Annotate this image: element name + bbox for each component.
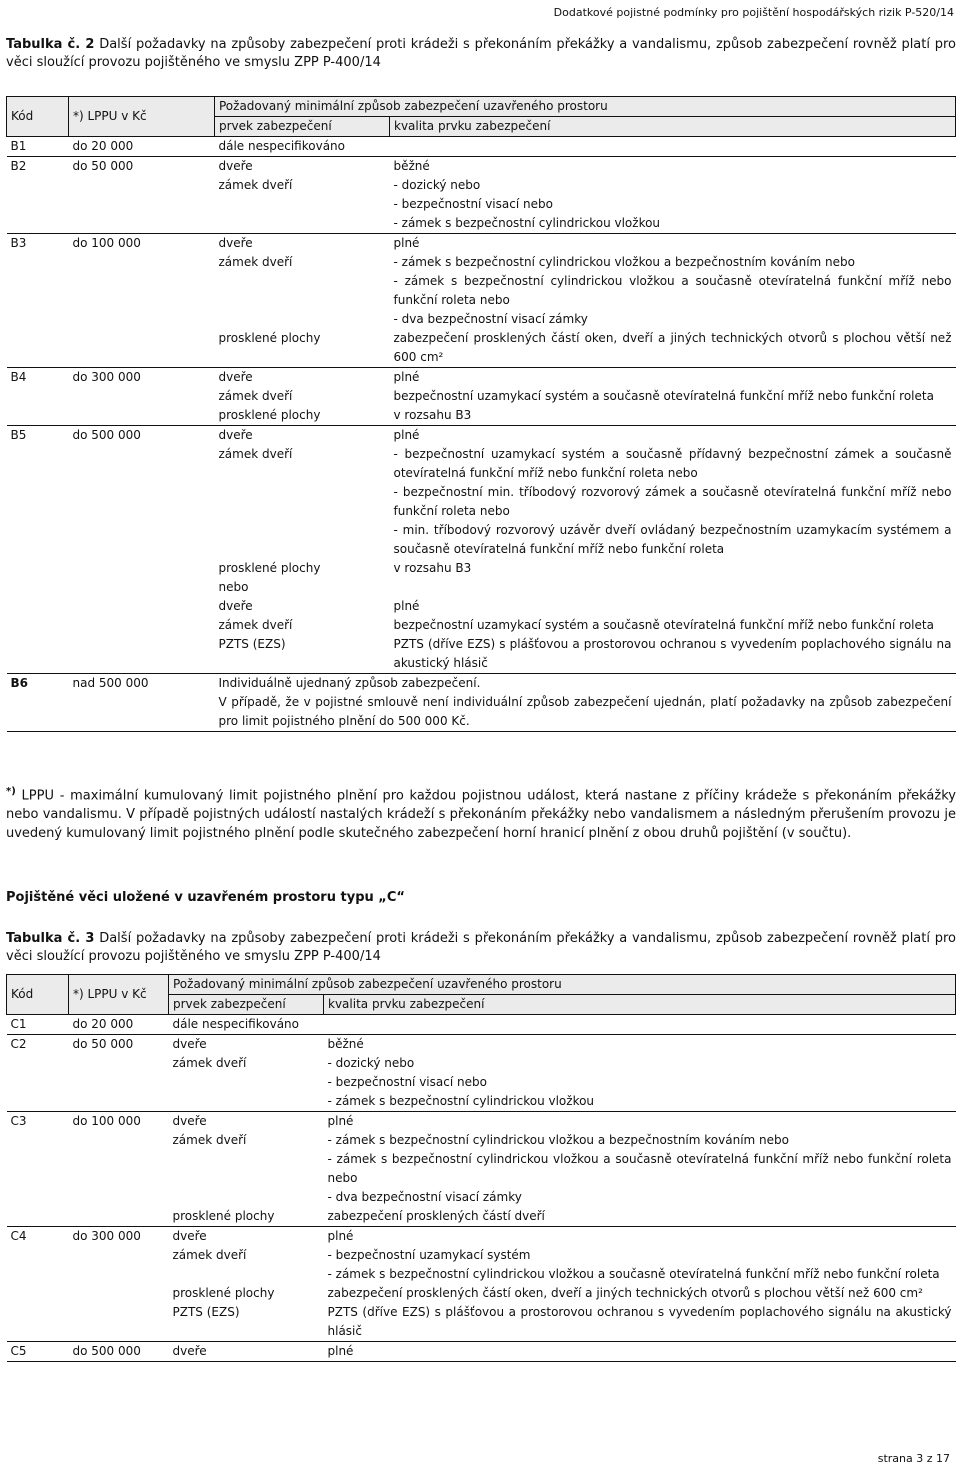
row-kod: C1 bbox=[7, 1015, 69, 1035]
table-row bbox=[7, 387, 956, 406]
row-lppu bbox=[69, 329, 215, 368]
table-row bbox=[7, 674, 956, 732]
row-kvalita: zabezpečení prosklených částí dveří bbox=[327, 1209, 545, 1223]
row-kod: B5 bbox=[7, 426, 69, 446]
row-prvek: prosklené plochy bbox=[218, 561, 321, 575]
row-kvalita: - zámek s bezpečnostní cylindrickou vložkou a bezpečnostním kováním nebo - zámek s bezpečnostní cylindrickou vložkou a současně otevíratelná funkční mříž nebo funkční roleta nebo - dva bezpečnostní visací zámky bbox=[327, 1133, 952, 1204]
row-kod bbox=[7, 387, 69, 406]
row-lppu bbox=[69, 1303, 169, 1342]
table-row bbox=[7, 1342, 956, 1362]
header-lppu: *) LPPU v Kč bbox=[69, 97, 215, 137]
table-row bbox=[7, 1303, 956, 1342]
row-kvalita: plné bbox=[324, 1227, 956, 1247]
row-prvek: dveře bbox=[215, 368, 390, 388]
row-kod: C5 bbox=[7, 1342, 69, 1362]
table-row bbox=[7, 176, 956, 234]
table-row bbox=[7, 559, 956, 578]
row-lppu bbox=[69, 1054, 169, 1112]
header-kod: Kód bbox=[7, 975, 69, 1015]
row-kvalita: - bezpečnostní uzamykací systém a současně přídavný bezpečnostní zámek a současně otevíratelná funkční mříž nebo funkční roleta nebo - bezpečnostní min. tříbodový rozvorový zámek a současně otevíratelná funkční mříž nebo funkční roleta nebo - min. tříbodový rozvorový uzávěr dveří ovládaný bezpečnostním uzamykacím systémem a současně otevíratelná funkční mříž nebo funkční roleta bbox=[393, 447, 952, 556]
row-kvalita bbox=[390, 137, 956, 157]
footnote-mark: *) bbox=[6, 786, 16, 797]
row-prvek: zámek dveří bbox=[218, 618, 293, 632]
row-prvek: dveře bbox=[215, 234, 390, 254]
table-row bbox=[7, 234, 956, 254]
table2-caption-text: Další požadavky na způsoby zabezpečení proti krádeži s překonáním překážky a vandalismu, způsob zabezpečení rovněž platí pro věci sloužící provozu pojištěného ve smyslu ZPP P-400/14 bbox=[6, 37, 957, 70]
row-prvek: dveře bbox=[215, 157, 390, 177]
footnote-text: LPPU - maximální kumulovaný limit pojistného plnění pro každou pojistnou událost, která nastane z příčiny krádeže s překonáním překážky nebo vandalismu. V případě pojistných událostí nastalých krádeží s překonáním překážky nebo vandalismem a následným přerušením provozu je uvedený kumulovaný limit pojistného plnění podle skutečného zabezpečení horní hranicí plnění z obou druhů pojištění (v součtu). bbox=[6, 788, 956, 842]
row-kod bbox=[7, 616, 69, 635]
row-kod bbox=[7, 176, 69, 234]
table-row bbox=[7, 1054, 956, 1112]
row-kod bbox=[7, 578, 69, 597]
row-kod bbox=[7, 445, 69, 559]
table2-caption bbox=[6, 36, 956, 72]
row-kod: B6 bbox=[7, 674, 69, 732]
row-lppu: do 50 000 bbox=[69, 157, 215, 177]
row-kvalita: plné bbox=[324, 1342, 956, 1362]
table3-caption bbox=[6, 930, 956, 966]
row-lppu: do 300 000 bbox=[69, 368, 215, 388]
row-lppu: do 50 000 bbox=[69, 1035, 169, 1055]
header-kvalita: kvalita prvku zabezpečení bbox=[324, 995, 956, 1015]
row-kod bbox=[7, 1303, 69, 1342]
row-kvalita: v rozsahu B3 bbox=[393, 408, 472, 422]
row-kod: C2 bbox=[7, 1035, 69, 1055]
row-kvalita bbox=[324, 1015, 956, 1035]
row-kvalita: - dozický nebo - bezpečnostní visací nebo - zámek s bezpečnostní cylindrickou vložkou bbox=[327, 1056, 595, 1108]
row-prvek: zámek dveří bbox=[172, 1133, 247, 1147]
row-prvek: zámek dveří bbox=[218, 255, 293, 269]
table-row bbox=[7, 578, 956, 597]
row-lppu bbox=[69, 1246, 169, 1284]
row-prvek: zámek dveří bbox=[172, 1056, 247, 1070]
row-prvek: Individuálně ujednaný způsob zabezpečení. V případě, že v pojistné smlouvě není individuální způsob zabezpečení ujednán, platí požadavky na způsob zabezpečení pro limit pojistného plnění do 500 000 Kč. bbox=[215, 674, 956, 732]
header-group: Požadovaný minimální způsob zabezpečení uzavřeného prostoru bbox=[169, 975, 956, 995]
row-prvek: dveře bbox=[169, 1035, 324, 1055]
row-lppu: nad 500 000 bbox=[69, 674, 215, 732]
row-lppu bbox=[69, 406, 215, 426]
row-kod: C3 bbox=[7, 1112, 69, 1132]
row-lppu bbox=[69, 597, 215, 616]
row-prvek: dveře bbox=[218, 599, 253, 613]
table-3 bbox=[6, 974, 956, 1362]
row-kvalita: běžné bbox=[324, 1035, 956, 1055]
row-kod bbox=[7, 1131, 69, 1207]
row-prvek: prosklené plochy bbox=[218, 331, 321, 345]
row-kvalita: v rozsahu B3 bbox=[393, 561, 472, 575]
document-header: Dodatkové pojistné podmínky pro pojištění hospodářských rizik P-520/14 bbox=[553, 6, 954, 19]
row-kvalita: bezpečnostní uzamykací systém a současně otevíratelná funkční mříž nebo funkční roleta bbox=[393, 389, 934, 403]
row-kod: B2 bbox=[7, 157, 69, 177]
table-row bbox=[7, 1035, 956, 1055]
table-row bbox=[7, 1015, 956, 1035]
table-row bbox=[7, 635, 956, 674]
row-lppu bbox=[69, 616, 215, 635]
header-kvalita: kvalita prvku zabezpečení bbox=[390, 117, 956, 137]
row-prvek: dveře bbox=[215, 426, 390, 446]
row-kod bbox=[7, 1284, 69, 1303]
header-prvek: prvek zabezpečení bbox=[215, 117, 390, 137]
table3-caption-prefix: Tabulka č. 3 bbox=[6, 931, 95, 946]
row-lppu bbox=[69, 387, 215, 406]
row-prvek: nebo bbox=[218, 580, 249, 594]
row-kvalita: běžné bbox=[390, 157, 956, 177]
row-prvek: zámek dveří bbox=[218, 447, 293, 461]
row-kvalita: plné bbox=[324, 1112, 956, 1132]
header-prvek: prvek zabezpečení bbox=[169, 995, 324, 1015]
table-row bbox=[7, 426, 956, 446]
row-kod: C4 bbox=[7, 1227, 69, 1247]
table-row bbox=[7, 406, 956, 426]
header-lppu: *) LPPU v Kč bbox=[69, 975, 169, 1015]
row-lppu bbox=[69, 1284, 169, 1303]
row-prvek: zámek dveří bbox=[172, 1248, 247, 1262]
row-prvek: prosklené plochy bbox=[172, 1209, 275, 1223]
row-lppu bbox=[69, 578, 215, 597]
row-prvek: dále nespecifikováno bbox=[169, 1015, 324, 1035]
row-kvalita: zabezpečení prosklených částí oken, dveří a jiných technických otvorů s plochou větší než 600 cm² bbox=[327, 1286, 923, 1300]
table-row bbox=[7, 157, 956, 177]
row-kvalita: - zámek s bezpečnostní cylindrickou vložkou a bezpečnostním kováním nebo - zámek s bezpečnostní cylindrickou vložkou a současně otevíratelná funkční mříž nebo funkční roleta nebo - dva bezpečnostní visací zámky bbox=[393, 255, 952, 326]
row-lppu: do 20 000 bbox=[69, 137, 215, 157]
row-kod bbox=[7, 406, 69, 426]
row-kod bbox=[7, 1246, 69, 1284]
row-kvalita: plné bbox=[390, 368, 956, 388]
row-kvalita: PZTS (dříve EZS) s plášťovou a prostorovou ochranou s vyvedením poplachového signálu na akustický hlásič bbox=[327, 1305, 952, 1338]
row-lppu bbox=[69, 445, 215, 559]
row-kvalita: plné bbox=[393, 599, 420, 613]
row-kod bbox=[7, 559, 69, 578]
row-kod: B3 bbox=[7, 234, 69, 254]
row-lppu bbox=[69, 635, 215, 674]
row-kod bbox=[7, 329, 69, 368]
page-number: strana 3 z 17 bbox=[877, 1452, 950, 1465]
row-prvek: dveře bbox=[169, 1227, 324, 1247]
row-kod bbox=[7, 253, 69, 329]
row-prvek: dveře bbox=[169, 1112, 324, 1132]
row-prvek: zámek dveří bbox=[218, 389, 293, 403]
section-title-c: Pojištěné věci uložené v uzavřeném prostoru typu „C“ bbox=[6, 890, 405, 905]
row-lppu: do 100 000 bbox=[69, 234, 215, 254]
row-kvalita: PZTS (dříve EZS) s plášťovou a prostorovou ochranou s vyvedením poplachového signálu na akustický hlásič bbox=[393, 637, 952, 670]
header-kod: Kód bbox=[7, 97, 69, 137]
table-row bbox=[7, 616, 956, 635]
row-lppu: do 100 000 bbox=[69, 1112, 169, 1132]
row-kvalita: - dozický nebo - bezpečnostní visací nebo - zámek s bezpečnostní cylindrickou vložkou bbox=[393, 178, 661, 230]
row-kod bbox=[7, 1207, 69, 1227]
row-lppu bbox=[69, 253, 215, 329]
row-kod: B4 bbox=[7, 368, 69, 388]
row-kvalita: plné bbox=[390, 426, 956, 446]
table-row bbox=[7, 329, 956, 368]
row-kvalita: bezpečnostní uzamykací systém a současně otevíratelná funkční mříž nebo funkční roleta bbox=[393, 618, 934, 632]
table-row bbox=[7, 597, 956, 616]
table-row bbox=[7, 1246, 956, 1284]
row-kvalita: zabezpečení prosklených částí oken, dveří a jiných technických otvorů s plochou větší než 600 cm² bbox=[393, 331, 952, 364]
row-kvalita: plné bbox=[390, 234, 956, 254]
table2-caption-prefix: Tabulka č. 2 bbox=[6, 37, 95, 52]
row-lppu: do 500 000 bbox=[69, 1342, 169, 1362]
row-lppu: do 20 000 bbox=[69, 1015, 169, 1035]
row-lppu: do 500 000 bbox=[69, 426, 215, 446]
table-row bbox=[7, 1207, 956, 1227]
row-lppu bbox=[69, 176, 215, 234]
row-prvek: PZTS (EZS) bbox=[172, 1305, 240, 1319]
table-row bbox=[7, 1284, 956, 1303]
table-row bbox=[7, 445, 956, 559]
row-kvalita bbox=[390, 578, 956, 597]
row-prvek: prosklené plochy bbox=[218, 408, 321, 422]
row-lppu bbox=[69, 1207, 169, 1227]
row-prvek: PZTS (EZS) bbox=[218, 637, 286, 651]
table3-caption-text: Další požadavky na způsoby zabezpečení proti krádeži s překonáním překážky a vandalismu, způsob zabezpečení rovněž platí pro věci sloužící provozu pojištěného ve smyslu ZPP P-400/14 bbox=[6, 931, 957, 964]
row-lppu bbox=[69, 1131, 169, 1207]
header-group: Požadovaný minimální způsob zabezpečení uzavřeného prostoru bbox=[215, 97, 956, 117]
row-prvek: prosklené plochy bbox=[172, 1286, 275, 1300]
row-kvalita: - bezpečnostní uzamykací systém - zámek s bezpečnostní cylindrickou vložkou a současně otevíratelná funkční mříž nebo funkční roleta bbox=[327, 1248, 940, 1281]
table-row bbox=[7, 1112, 956, 1132]
table-2 bbox=[6, 96, 956, 732]
table-row bbox=[7, 368, 956, 388]
row-prvek: zámek dveří bbox=[218, 178, 293, 192]
row-kod bbox=[7, 1054, 69, 1112]
lppu-footnote bbox=[6, 782, 956, 843]
row-prvek: dveře bbox=[169, 1342, 324, 1362]
table-row bbox=[7, 137, 956, 157]
row-lppu: do 300 000 bbox=[69, 1227, 169, 1247]
row-kod bbox=[7, 635, 69, 674]
row-kod bbox=[7, 597, 69, 616]
row-kod: B1 bbox=[7, 137, 69, 157]
table-row bbox=[7, 1131, 956, 1207]
table-row bbox=[7, 1227, 956, 1247]
row-lppu bbox=[69, 559, 215, 578]
row-prvek: dále nespecifikováno bbox=[215, 137, 390, 157]
table-row bbox=[7, 253, 956, 329]
